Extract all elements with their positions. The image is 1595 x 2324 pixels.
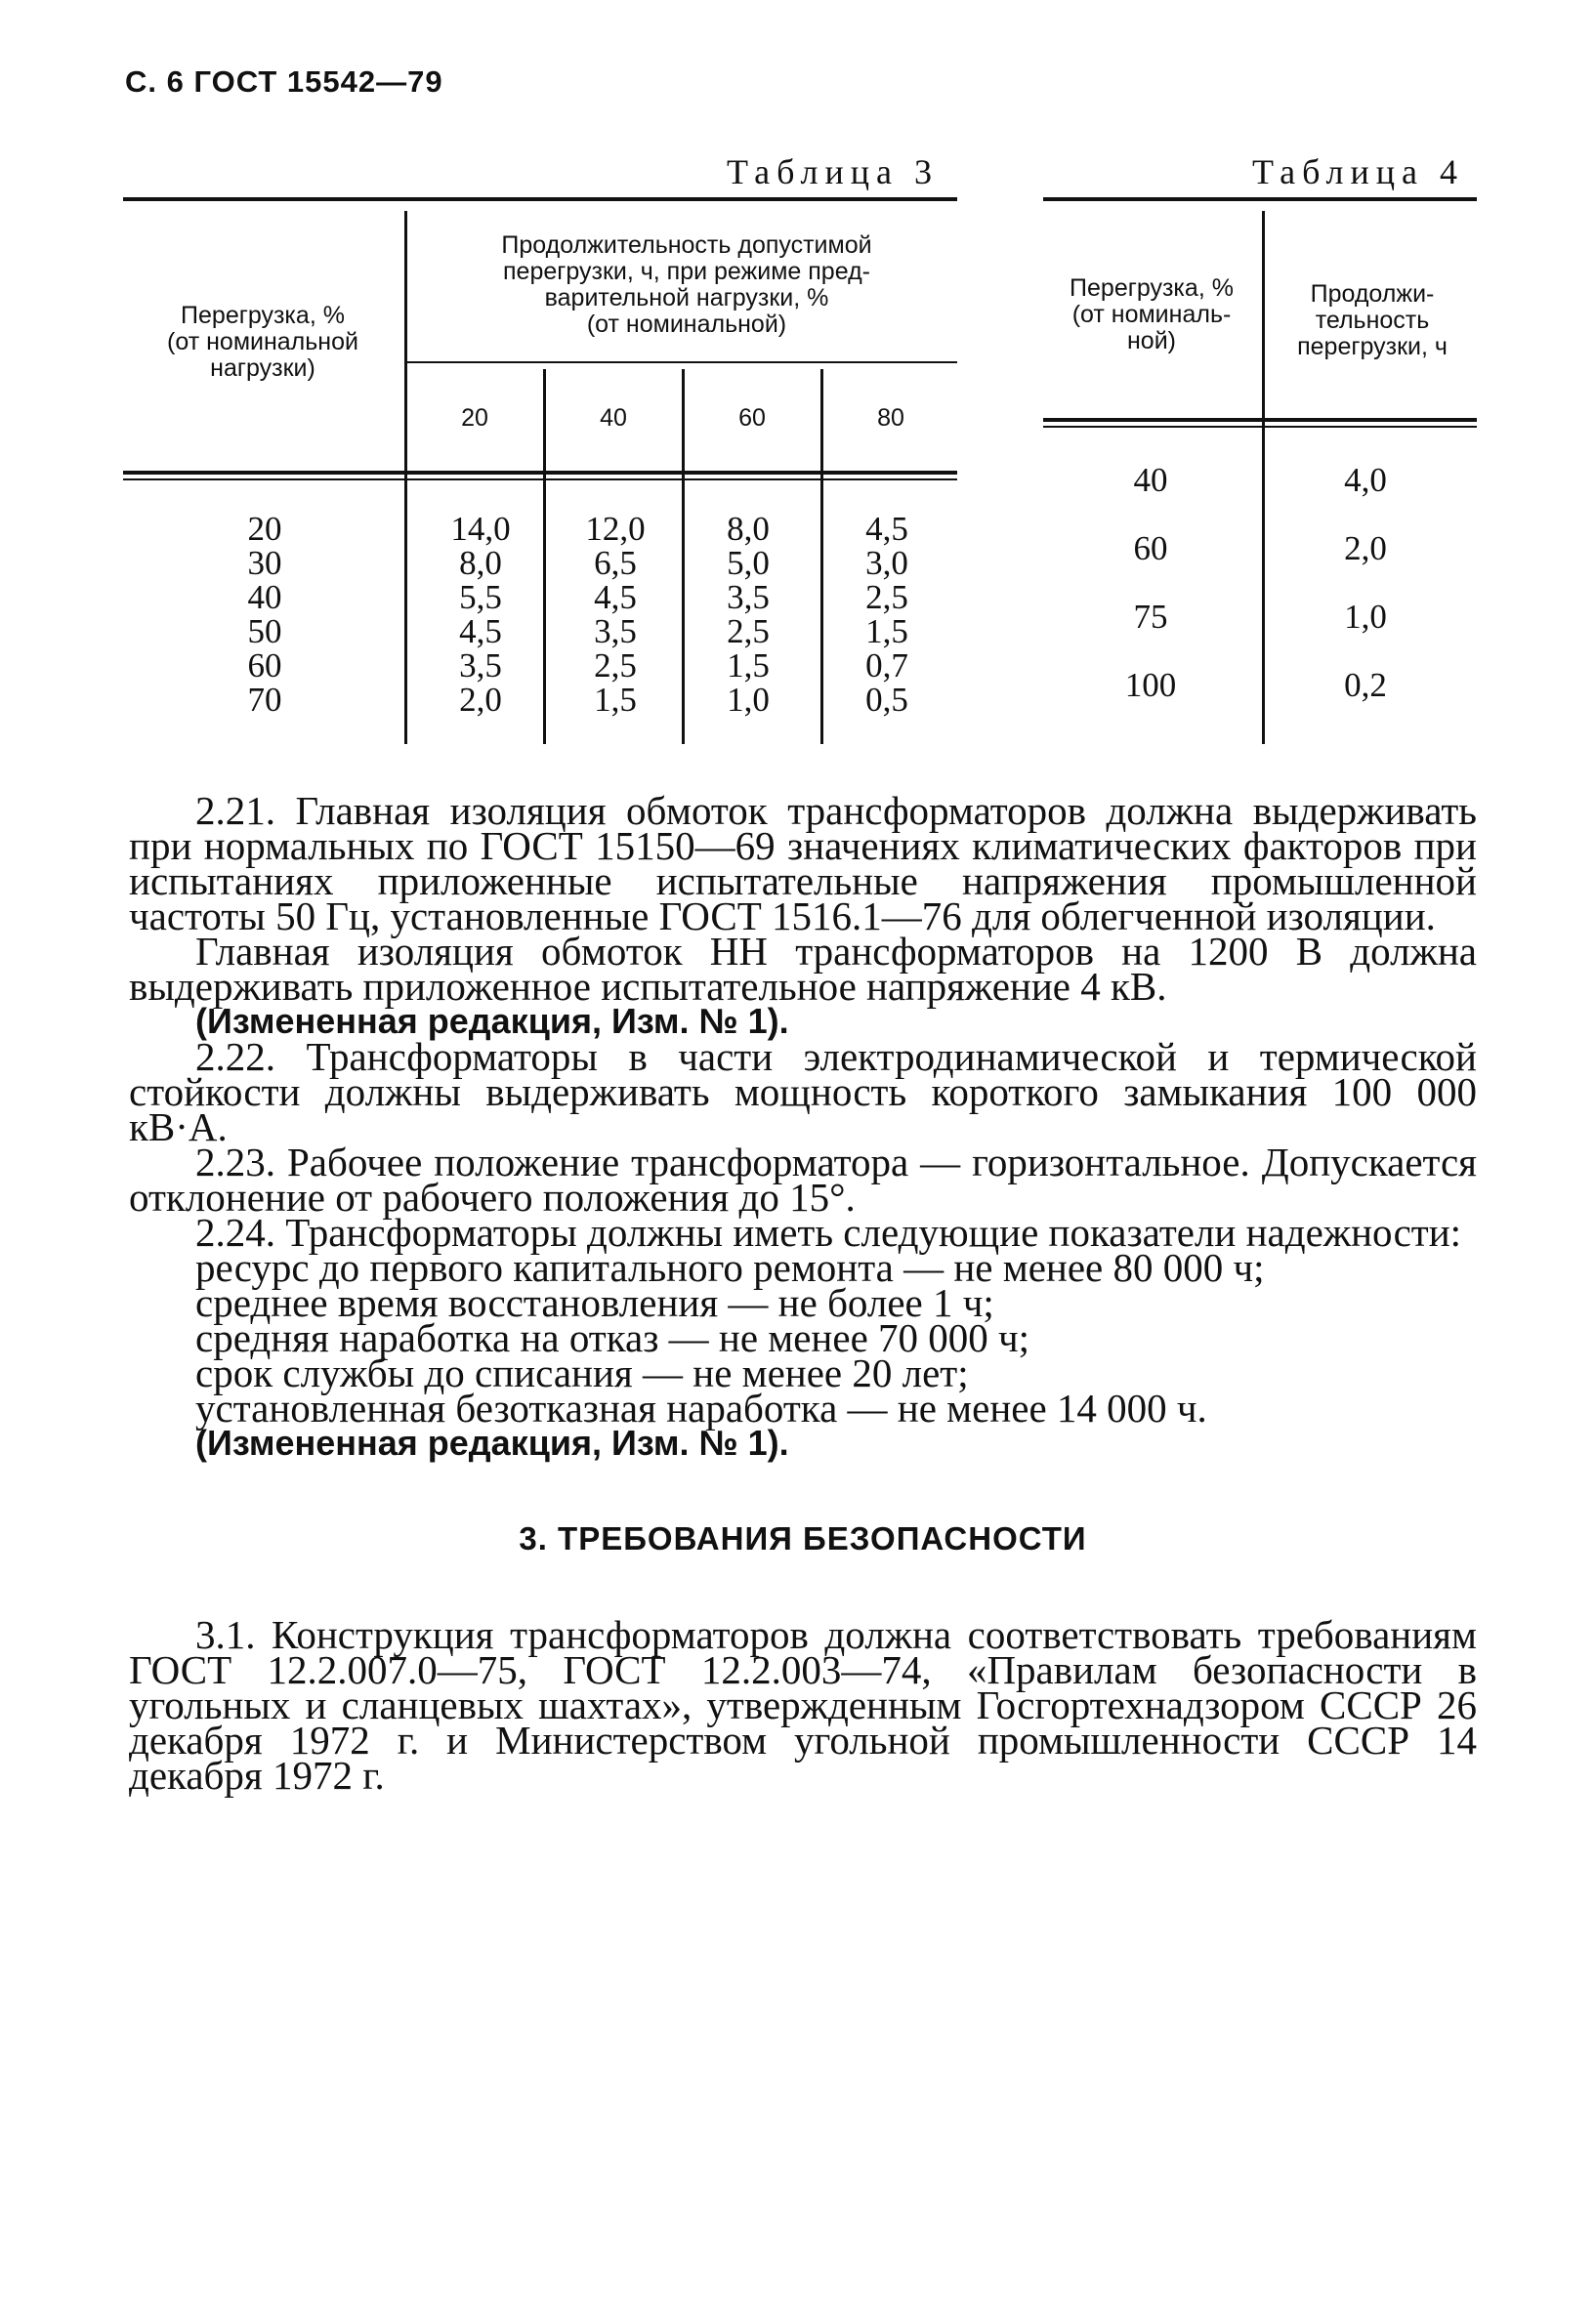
table4-overload: 75 [1133, 598, 1168, 636]
table4-head-rule [1043, 426, 1477, 428]
table3-divider [404, 211, 407, 744]
paragraph-2-21-b: Главная изоляция обмоток НН трансформаторов на 1200 В должна выдерживать приложенное испытательное напряжение 4 кВ. [129, 929, 1477, 1009]
table4-overload: 100 [1124, 666, 1177, 704]
table3-col-80: 4,5 3,0 2,5 1,5 0,7 0,5 [865, 510, 908, 719]
table4-duration: 0,2 [1344, 666, 1387, 704]
document-body [129, 788, 1477, 1798]
table4-divider [1262, 211, 1265, 744]
list-item: установленная безотказная наработка — не менее 14 000 ч. [195, 1386, 1207, 1431]
paragraph-3-1: 3.1. Конструкция трансформаторов должна соответствовать требованиям ГОСТ 12.2.007.0—75, ГОСТ 12.2.003—74, «Правилам безопасности в угольных и сланцевых шахтах», утвержденным Госгортехнадзором СССР 26 декабря 1972 г. и Министерством угольной промышленности СССР 14 декабря 1972 г. [129, 1612, 1477, 1798]
table3-header-duration: Продолжительность допустимой перегрузки, ч, при режиме пред- варительной нагрузки, % (от номинальной) [501, 231, 872, 338]
table3-header-overload: Перегрузка, % (от номинальной нагрузки) [167, 302, 358, 382]
list-item: ресурс до первого капитального ремонта — не менее 80 000 ч; [195, 1245, 1265, 1290]
table4-header-duration: Продолжи- тельность перегрузки, ч [1297, 280, 1448, 360]
table3-head-rule [123, 471, 957, 475]
table3-mode-20: 20 [461, 404, 488, 432]
table3-head-rule [123, 478, 957, 480]
paragraph-2-23: 2.23. Рабочее положение трансформатора — горизонтальное. Допускается отклонение от рабочего положения до 15°. [129, 1140, 1477, 1220]
page-header: С. 6 ГОСТ 15542—79 [125, 64, 443, 99]
table3-divider [543, 369, 546, 744]
table3-divider [682, 369, 685, 744]
paragraph-2-21: 2.21. Главная изоляция обмоток трансформаторов должна выдерживать при нормальных по ГОСТ 15150—69 значениях климатических факторов при испытаниях приложенные испытательные напряжения промышленной частоты 50 Гц, установленные ГОСТ 1516.1—76 для облегченной изоляции. [129, 788, 1477, 938]
table4-head-rule [1043, 418, 1477, 422]
amendment-note: (Измененная редакция, Изм. № 1). [195, 1001, 789, 1041]
section-heading: 3. ТРЕБОВАНИЯ БЕЗОПАСНОСТИ [519, 1520, 1087, 1556]
table3-col-40: 12,0 6,5 4,5 3,5 2,5 1,5 [585, 510, 646, 719]
table4-header-overload: Перегрузка, % (от номиналь- ной) [1070, 274, 1234, 354]
table3-col-20: 14,0 8,0 5,5 4,5 3,5 2,0 [450, 510, 511, 719]
table3-caption: Таблица 3 [727, 152, 939, 191]
table3 [123, 197, 957, 744]
table3-subhead-rule [404, 361, 957, 363]
amendment-note: (Измененная редакция, Изм. № 1). [195, 1423, 789, 1463]
table4-overload: 40 [1133, 461, 1168, 499]
table3-col-overload: 20 30 40 50 60 70 [247, 510, 282, 719]
table4-caption: Таблица 4 [1252, 152, 1464, 191]
table3-divider [820, 369, 823, 744]
list-item: срок службы до списания — не менее 20 лет; [195, 1350, 969, 1395]
table3-mode-80: 80 [877, 404, 904, 432]
list-item: среднее время восстановления — не более 1 ч; [195, 1280, 994, 1325]
paragraph-2-24: 2.24. Трансформаторы должны иметь следующие показатели надежности: [195, 1210, 1462, 1255]
table3-top-rule [123, 197, 957, 201]
table4-overload: 60 [1133, 529, 1168, 567]
table4-duration: 2,0 [1344, 529, 1387, 567]
paragraph-2-22: 2.22. Трансформаторы в части электродинамической и термической стойкости должны выдерживать мощность короткого замыкания 100 000 кВ·А. [129, 1034, 1477, 1149]
list-item: средняя наработка на отказ — не менее 70 000 ч; [195, 1315, 1030, 1360]
table3-mode-60: 60 [738, 404, 766, 432]
table3-col-60: 8,0 5,0 3,5 2,5 1,5 1,0 [727, 510, 770, 719]
table4-duration: 1,0 [1344, 598, 1387, 636]
table4-top-rule [1043, 197, 1477, 201]
table4 [1043, 197, 1477, 744]
table3-mode-40: 40 [600, 404, 627, 432]
table4-duration: 4,0 [1344, 461, 1387, 499]
